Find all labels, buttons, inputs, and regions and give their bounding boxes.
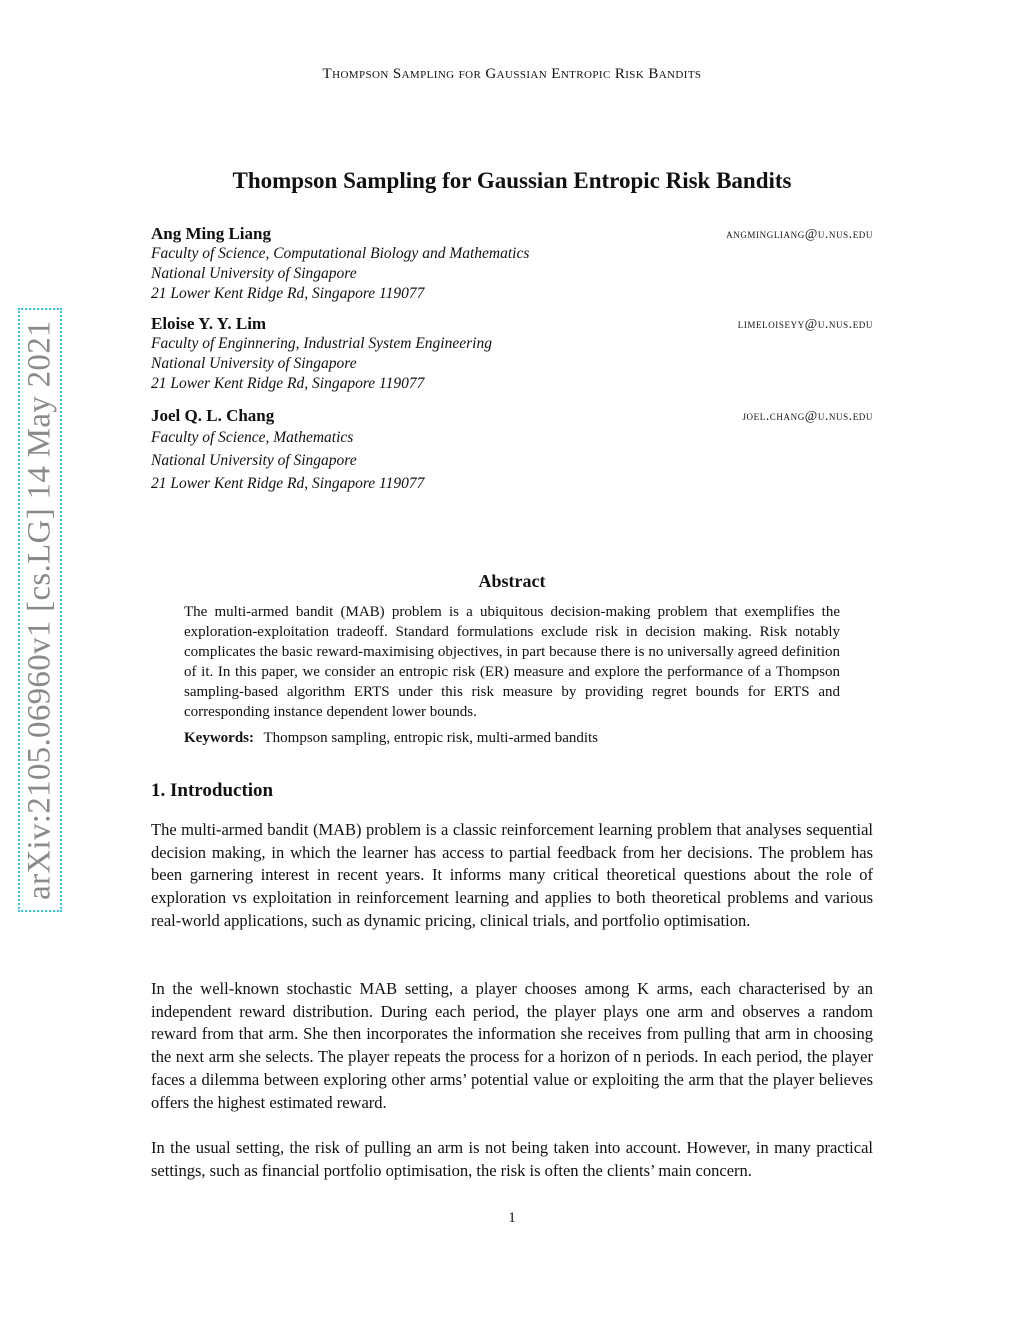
author-email: limeloiseyy@u.nus.edu xyxy=(737,316,873,331)
section-heading-introduction: 1. Introduction xyxy=(151,780,274,801)
body-paragraph: In the well-known stochastic MAB setting, a player chooses among K arms, each characterised by an independent reward distribution. During each period, the player plays one arm and observes a random reward from that arm. She then incorporates the information she receives from pulling that arm in choosing the next arm she selects. The player repeats the process for a horizon of n periods. In each period, the player faces a dilemma between exploring other arms’ potential value or exploiting the arm that the player believes offers the highest estimated reward. xyxy=(151,979,873,1112)
author-affiliation-line: Faculty of Science, Mathematics xyxy=(151,429,354,446)
author-name: Eloise Y. Y. Lim xyxy=(151,314,267,333)
body-paragraph: The multi-armed bandit (MAB) problem is a classic reinforcement learning problem that analyses sequential decision making, in which the learner has access to partial feedback from her decisions. The problem has been garnering interest in recent years. It informs many critical theoretical questions about the role of exploration vs exploitation in reinforcement learning and applies to both theoretical problems and various real-world applications, such as dynamic pricing, clinical trials, and portfolio optimisation. xyxy=(151,820,873,930)
author-email: joel.chang@u.nus.edu xyxy=(742,408,873,423)
body-paragraph: In the usual setting, the risk of pulling an arm is not being taken into account. However, in many practical settings, such as financial portfolio optimisation, the risk is often the clients’ main concern. xyxy=(151,1138,873,1180)
keywords-label: Keywords: xyxy=(184,730,254,746)
page-number: 1 xyxy=(508,1210,516,1226)
author-affiliation-line: 21 Lower Kent Ridge Rd, Singapore 119077 xyxy=(151,375,425,392)
author-affiliation-line: Faculty of Enginnering, Industrial System Engineering xyxy=(151,335,492,352)
keywords-list: Thompson sampling, entropic risk, multi-armed bandits xyxy=(263,730,599,746)
arxiv-identifier-text: arXiv:2105.06960v1 [cs.LG] 14 May 2021 xyxy=(21,320,58,900)
author-block xyxy=(151,224,873,304)
keywords xyxy=(184,728,840,748)
author-block xyxy=(151,406,873,495)
abstract-text: The multi-armed bandit (MAB) problem is a ubiquitous decision-making problem that exemplifies the exploration-exploitation tradeoff. Standard formulations exclude risk in decision making. Risk notably complicates the basic reward-maximising objectives, in part because there is no universally agreed definition of it. In this paper, we consider an entropic risk (ER) measure and explore the performance of a Thompson sampling-based algorithm ERTS under this risk measure by providing regret bounds for ERTS and corresponding instance dependent lower bounds. xyxy=(184,604,840,720)
abstract-heading: Abstract xyxy=(478,571,546,591)
paper-title: Thompson Sampling for Gaussian Entropic Risk Bandits xyxy=(232,168,792,193)
running-header: Thompson Sampling for Gaussian Entropic Risk Bandits xyxy=(322,66,702,82)
author-name: Ang Ming Liang xyxy=(151,224,271,243)
author-affiliation-line: Faculty of Science, Computational Biology and Mathematics xyxy=(151,245,530,262)
author-affiliation-line: National University of Singapore xyxy=(151,355,357,372)
author-email: angmingliang@u.nus.edu xyxy=(726,226,873,241)
author-affiliation-line: 21 Lower Kent Ridge Rd, Singapore 119077 xyxy=(151,475,425,492)
author-affiliation-line: 21 Lower Kent Ridge Rd, Singapore 119077 xyxy=(151,285,425,302)
author-affiliation-line: National University of Singapore xyxy=(151,452,357,469)
author-affiliation-line: National University of Singapore xyxy=(151,265,357,282)
author-name: Joel Q. L. Chang xyxy=(151,406,275,425)
arxiv-identifier-stamp xyxy=(18,308,62,912)
author-block xyxy=(151,314,873,394)
